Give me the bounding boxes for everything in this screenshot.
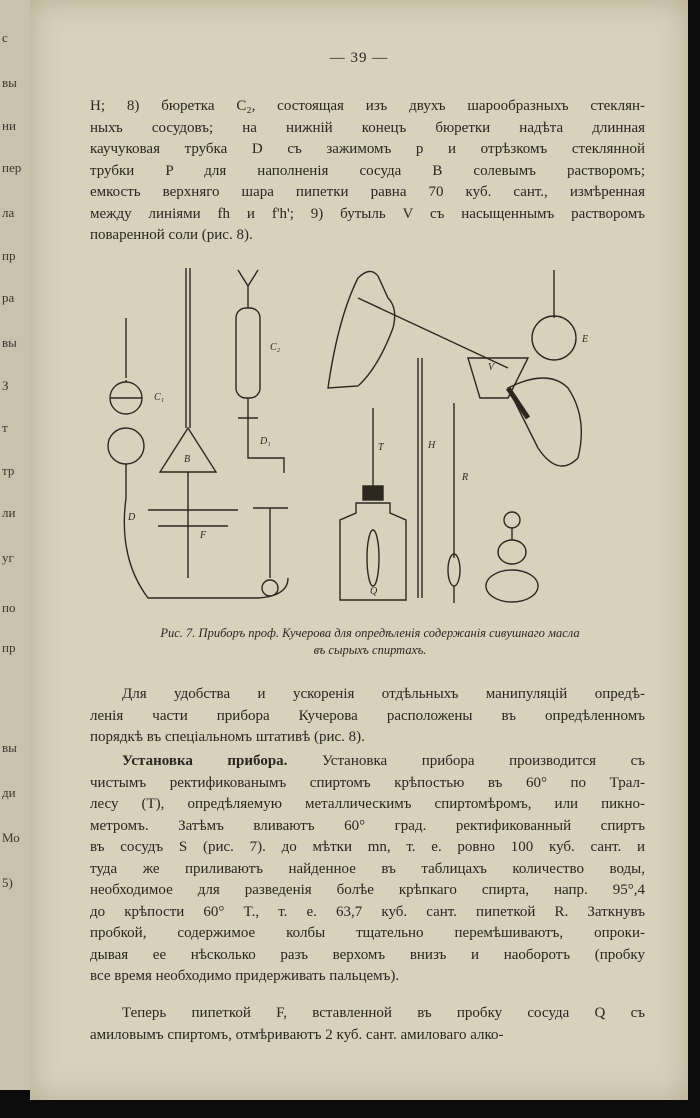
label-t: T: [378, 442, 384, 453]
figure-caption: [90, 625, 650, 659]
bottle-s: [340, 408, 406, 600]
text-line: поваренной соли (рис. 8).: [90, 227, 253, 243]
prev-page-fragment: тр: [2, 463, 15, 478]
prev-page-fragment: уг: [2, 550, 14, 565]
prev-page-fragment: с: [2, 30, 8, 45]
pipette-r: [448, 403, 460, 603]
text-line: каучуковая трубка D съ зажимомъ р и отрѣзкомъ стеклянной: [90, 141, 645, 157]
prev-page-fragment: пр: [2, 640, 16, 655]
label-q: Q: [370, 586, 378, 597]
label-v: V: [488, 362, 495, 373]
text-line: ныхъ сосудовъ; на нижній конецъ бюретки надѣта длинная: [90, 119, 645, 136]
prev-page-fragment: пер: [2, 160, 22, 175]
text-line: Установка прибора производится съ: [287, 753, 645, 769]
text-line: трубки P для наполненія сосуда B солевымъ растворомъ;: [90, 162, 645, 179]
text-line: до крѣпости 60° T., т. е. 63,7 куб. сант. пипеткой R. Заткнувъ: [90, 903, 645, 920]
paragraph-pipette: [90, 1003, 645, 1046]
caption-line: въ сырыхъ спиртахъ.: [313, 643, 427, 657]
label-r: R: [462, 472, 469, 483]
text-line: пробкой, содержимое колбы тщательно перемѣшиваютъ, опроки-: [90, 925, 645, 941]
text-line: порядкѣ въ спеціальномъ штативѣ (рис. 8).: [90, 729, 365, 745]
previous-page-edge: [0, 0, 30, 1090]
label-c2: C₂: [270, 342, 281, 353]
prev-page-fragment: З: [2, 378, 9, 393]
book-page: [30, 0, 688, 1100]
prev-page-fragment: вы: [2, 740, 17, 755]
apparatus-figure: [88, 258, 648, 618]
flask-e: [532, 270, 576, 360]
text-line: чистымъ ректификованымъ спиртомъ крѣпостью въ 60° по Трал-: [90, 774, 645, 791]
label-e: E: [582, 334, 589, 345]
stand-bulb: [253, 508, 288, 596]
text-line: метромъ. Затѣмъ вливаютъ 60° град. ректификованный спиртъ: [90, 817, 645, 834]
label-c1: C₁: [154, 392, 165, 403]
label-b: B: [184, 454, 191, 465]
text-line: H; 8) бюретка C₂, состоящая изъ двухъ шарообразныхъ стеклян-: [90, 98, 645, 114]
prev-page-fragment: Мо: [2, 830, 20, 845]
vessel-b: [148, 268, 238, 578]
text-line: Для удобства и ускоренія отдѣльныхъ манипуляцій опредѣ-: [122, 686, 645, 702]
text-line: туда же приливаютъ найденное въ таблицахъ количество воды,: [90, 860, 645, 877]
prev-page-fragment: по: [2, 600, 16, 615]
text-line: лесу (T), опредѣляемую металлическимъ спиртомѣромъ, или пикно-: [90, 796, 645, 812]
prev-page-fragment: пр: [2, 248, 16, 263]
caption-line: Рис. 7. Приборъ проф. Кучерова для опредѣленія содержанія сивушнаго масла: [160, 626, 580, 640]
tube-h: [418, 358, 422, 598]
label-f: F: [200, 530, 207, 541]
text-line: все время необходимо придерживать пальцемъ).: [90, 968, 400, 984]
section-heading: Установка прибора.: [122, 753, 288, 769]
prev-page-fragment: вы: [2, 75, 17, 90]
prev-page-fragment: ра: [2, 290, 15, 305]
prev-page-fragment: т: [2, 420, 8, 435]
label-d1: D₁: [260, 436, 271, 447]
paragraph-apparatus-list: [90, 96, 645, 247]
text-line: Теперь пипеткой F, вставленной въ пробку сосуда Q съ: [122, 1005, 645, 1021]
prev-page-fragment: ни: [2, 118, 16, 133]
prev-page-fragment: ли: [2, 505, 16, 520]
text-line: ленія части прибора Кучерова расположены въ опредѣленномъ: [90, 707, 645, 724]
label-h: H: [428, 440, 436, 451]
prev-page-fragment: ла: [2, 205, 15, 220]
text-line: въ сосудъ S (рис. 7). до мѣтки mn, т. е. ровно 100 куб. сант. и: [90, 839, 645, 855]
text-line: необходимое для разведенія болѣе крѣпкаго спирта, напр. 95°,4: [90, 882, 645, 898]
prev-page-fragment: вы: [2, 335, 17, 350]
text-line: амиловымъ спиртомъ, отмѣриваютъ 2 куб. сант. амиловаго алко-: [90, 1026, 504, 1043]
prev-page-fragment: 5): [2, 875, 13, 890]
prev-page-fragment: ди: [2, 785, 16, 800]
text-line: между линіями fh и f'h'; 9) бутыль V съ насыщеннымъ растворомъ: [90, 205, 645, 222]
text-line: емкость верхняго шара пипетки равна 70 куб. сант., измѣренная: [90, 184, 645, 200]
paragraph-setup: [90, 751, 645, 988]
small-bottle: [486, 512, 538, 602]
label-d: D: [128, 512, 136, 523]
page-number: — 39 —: [329, 50, 389, 66]
text-line: дывая ее нѣсколько разъ верхомъ внизъ и наоборотъ (пробку: [90, 946, 645, 963]
paragraph-rack: [90, 684, 645, 749]
